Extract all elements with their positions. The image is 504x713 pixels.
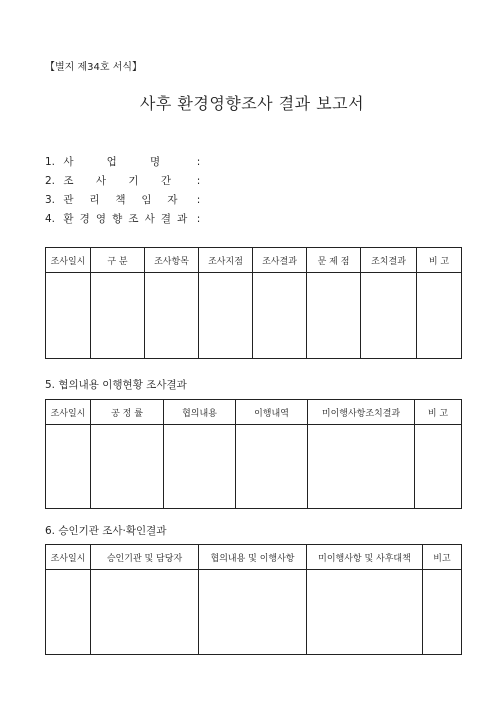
table-row [46, 570, 462, 655]
info-item-manager [45, 193, 200, 212]
header-cell: 미이행사항조치결과 [308, 400, 415, 425]
header-cell: 구 분 [91, 248, 145, 273]
table-cell[interactable] [199, 273, 253, 359]
table-cell[interactable] [91, 425, 164, 509]
header-cell: 조사항목 [145, 248, 199, 273]
label-char: 업 [106, 156, 117, 168]
label-char: 사 [95, 175, 106, 187]
item-colon: : [196, 156, 201, 168]
label-char: 향 [112, 213, 123, 225]
approval-table [45, 544, 462, 655]
table-cell[interactable] [91, 273, 145, 359]
header-cell: 조사일시 [46, 545, 91, 570]
label-char: 과 [177, 213, 188, 225]
table-cell[interactable] [307, 273, 361, 359]
form-tag: 【별지 제34호 서식】 [45, 62, 143, 73]
item-colon: : [196, 175, 201, 187]
label-char: 경 [79, 213, 90, 225]
section-5-title: 5. 협의내용 이행현황 조사결과 [45, 379, 187, 391]
item-colon: : [196, 194, 201, 206]
label-char: 사 [144, 213, 155, 225]
label-char: 책 [115, 194, 126, 206]
table-header-row [46, 248, 462, 273]
label-char: 리 [89, 194, 100, 206]
item-label [63, 212, 193, 226]
table-cell[interactable] [415, 425, 462, 509]
document-title: 사후 환경영향조사 결과 보고서 [139, 94, 365, 113]
header-cell: 문 제 점 [307, 248, 361, 273]
label-char: 간 [160, 175, 171, 187]
header-cell: 비 고 [417, 248, 462, 273]
label-char: 조 [63, 175, 74, 187]
item-number: 3. [45, 194, 56, 206]
table-row [46, 425, 462, 509]
table-cell[interactable] [361, 273, 417, 359]
table-cell[interactable] [46, 273, 91, 359]
table-header-row [46, 400, 462, 425]
table-cell[interactable] [253, 273, 307, 359]
table-cell[interactable] [46, 425, 91, 509]
info-item-period [45, 174, 200, 193]
table-cell[interactable] [91, 570, 199, 655]
item-number: 4. [45, 213, 56, 225]
item-number: 2. [45, 175, 56, 187]
table-cell[interactable] [46, 570, 91, 655]
info-item-business-name [45, 155, 200, 174]
agreement-table [45, 399, 462, 509]
item-label [63, 174, 193, 188]
label-char: 명 [150, 156, 161, 168]
header-cell: 비 고 [415, 400, 462, 425]
header-cell: 협의내용 및 이행사항 [199, 545, 307, 570]
table-cell[interactable] [308, 425, 415, 509]
header-cell: 비고 [423, 545, 462, 570]
header-cell: 조사지점 [199, 248, 253, 273]
label-char: 임 [141, 194, 152, 206]
header-cell: 조사일시 [46, 400, 91, 425]
survey-result-table [45, 247, 462, 359]
table-header-row [46, 545, 462, 570]
info-list [45, 155, 200, 231]
table-cell[interactable] [307, 570, 423, 655]
header-cell: 조치결과 [361, 248, 417, 273]
label-char: 사 [63, 156, 74, 168]
item-colon: : [196, 213, 201, 225]
table-cell[interactable] [145, 273, 199, 359]
item-label [63, 193, 193, 207]
table-cell[interactable] [423, 570, 462, 655]
item-label [63, 155, 193, 169]
info-item-result [45, 212, 200, 231]
table-cell[interactable] [417, 273, 462, 359]
label-char: 환 [63, 213, 74, 225]
label-char: 관 [63, 194, 74, 206]
table-cell[interactable] [164, 425, 236, 509]
table-cell[interactable] [236, 425, 308, 509]
header-cell: 협의내용 [164, 400, 236, 425]
header-cell: 미이행사항 및 사후대책 [307, 545, 423, 570]
table-row [46, 273, 462, 359]
label-char: 자 [167, 194, 178, 206]
header-cell: 조사일시 [46, 248, 91, 273]
section-6-title: 6. 승인기관 조사·확인결과 [45, 525, 167, 537]
label-char: 조 [128, 213, 139, 225]
table-cell[interactable] [199, 570, 307, 655]
label-char: 기 [128, 175, 139, 187]
header-cell: 승인기관 및 담당자 [91, 545, 199, 570]
label-char: 영 [95, 213, 106, 225]
header-cell: 조사결과 [253, 248, 307, 273]
header-cell: 공 정 률 [91, 400, 164, 425]
item-number: 1. [45, 156, 56, 168]
header-cell: 이행내역 [236, 400, 308, 425]
label-char: 결 [160, 213, 171, 225]
